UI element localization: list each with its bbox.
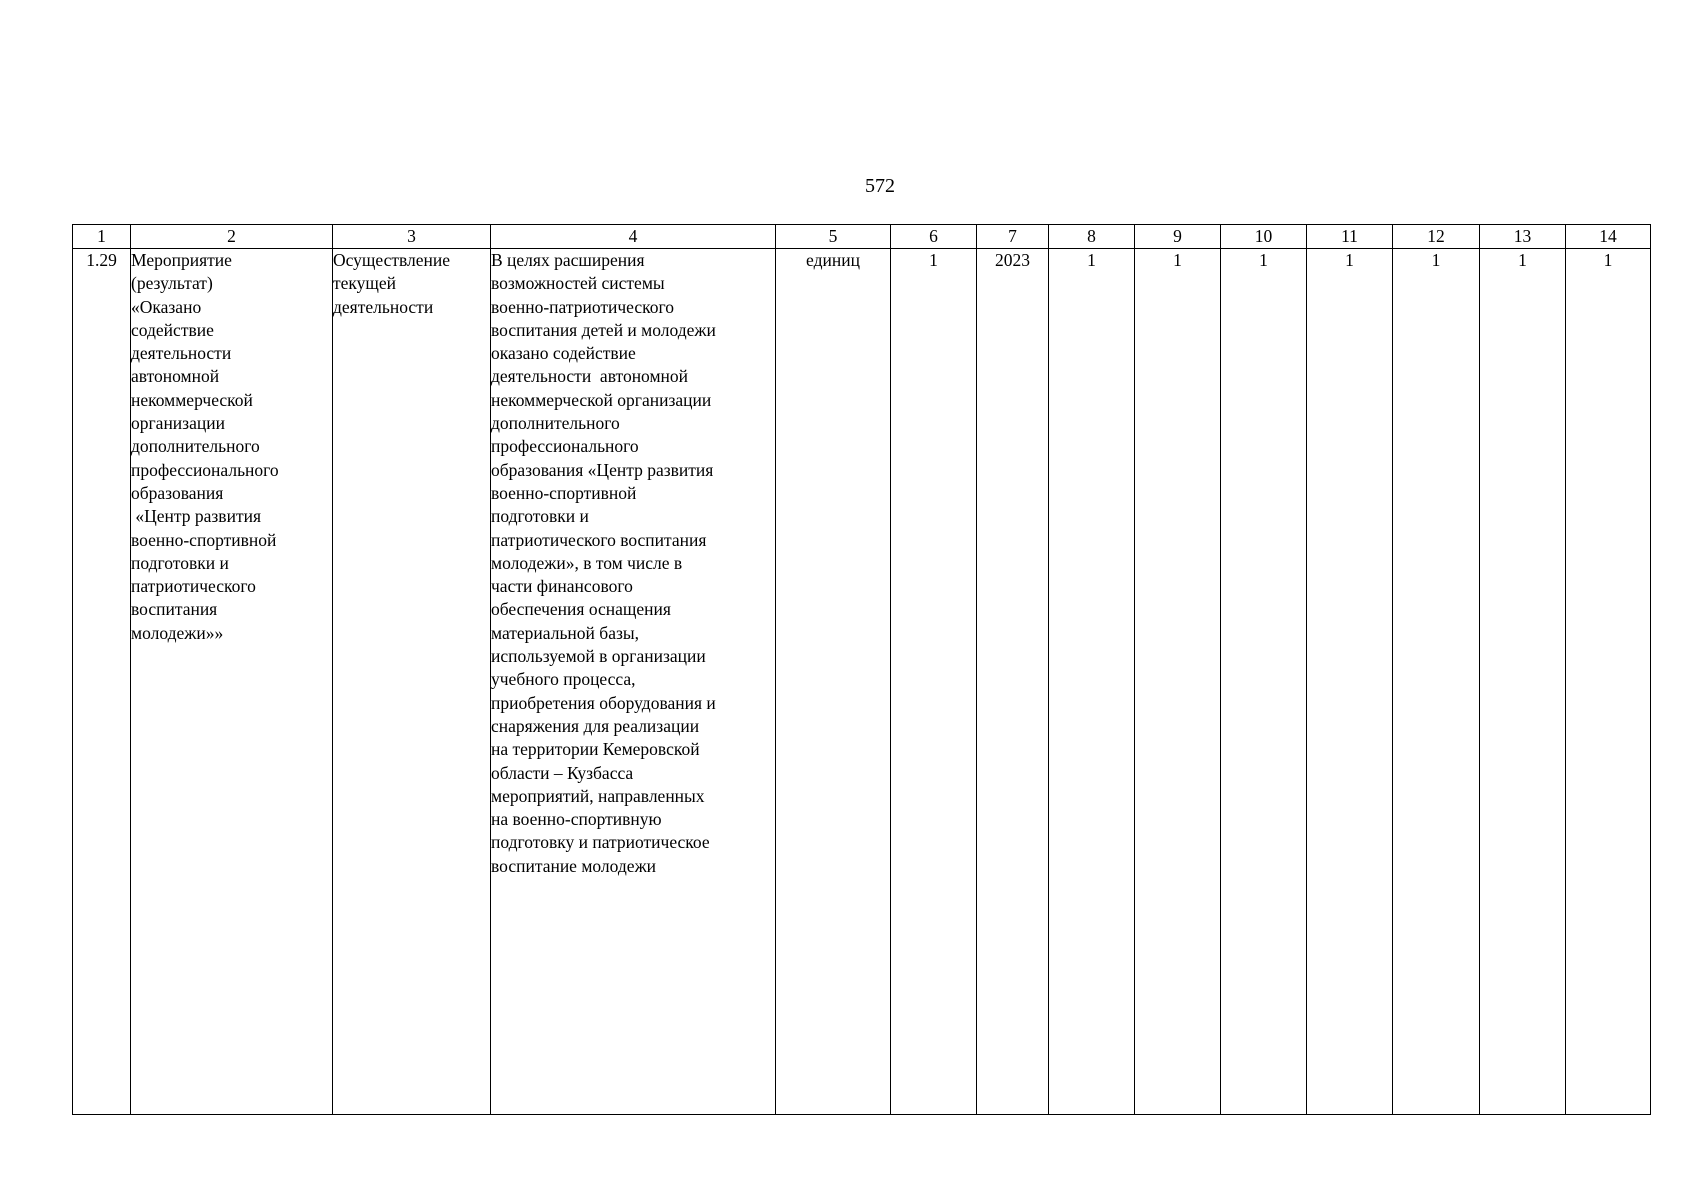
text-line: военно-спортивной [131,529,277,550]
text-line: на военно-спортивную [491,809,662,830]
text-line: молодежи», в том числе в [491,552,683,573]
header-row [73,225,1651,249]
text-line: части финансового [491,576,633,597]
text-line: воспитания детей и молодежи [491,319,716,340]
column-header-1: 1 [73,225,131,249]
text-line: (результат) [131,273,213,294]
column-header-14: 14 [1566,225,1651,249]
table-row [73,249,1651,1115]
column-header-5: 5 [776,225,891,249]
text-line: используемой в организации [491,646,706,667]
column-header-12: 12 [1393,225,1480,249]
base-year-cell: 2023 [977,249,1049,1115]
text-line: профессионального [491,436,639,457]
column-header-13: 13 [1480,225,1566,249]
text-line: некоммерческой организации [491,389,712,410]
text-line: некоммерческой [131,389,253,410]
text-line: патриотического [131,576,256,597]
text-line: профессионального [131,459,279,480]
event-cell [131,249,333,1115]
data-table [72,224,1651,1115]
event-text [131,249,332,645]
text-line: организации [131,413,225,434]
column-header-6: 6 [891,225,977,249]
text-line: воспитание молодежи [491,855,657,876]
text-line: молодежи»» [131,622,224,643]
value-cell-11: 1 [1307,249,1393,1115]
description-text [491,249,775,878]
text-line: возможностей системы [491,273,665,294]
unit-cell: единиц [776,249,891,1115]
text-line: дополнительного [131,436,260,457]
type-text [333,249,490,319]
value-cell-14: 1 [1566,249,1651,1115]
row-number-cell: 1.29 [73,249,131,1115]
value-cell-10: 1 [1221,249,1307,1115]
value-cell-13: 1 [1480,249,1566,1115]
value-cell-8: 1 [1049,249,1135,1115]
text-line: текущей [333,273,397,294]
text-line: подготовки и [131,552,229,573]
column-header-4: 4 [491,225,776,249]
text-line: патриотического воспитания [491,529,707,550]
text-line: Мероприятие [131,250,232,270]
description-cell [491,249,776,1115]
text-line: подготовки и [491,506,589,527]
text-line: деятельности автономной [491,366,689,387]
text-line: содействие [131,319,214,340]
text-line: образования «Центр развития [491,459,714,480]
text-line: военно-патриотического [491,296,674,317]
value-cell-9: 1 [1135,249,1221,1115]
text-line: автономной [131,366,220,387]
text-line: воспитания [131,599,218,620]
column-header-3: 3 [333,225,491,249]
text-line: учебного процесса, [491,669,636,690]
column-header-2: 2 [131,225,333,249]
text-line: снаряжения для реализации [491,715,700,736]
text-line: Осуществление [333,250,451,270]
text-line: «Центр развития [131,506,262,527]
text-line: оказано содействие [491,343,636,364]
text-line: «Оказано [131,296,202,317]
text-line: на территории Кемеровской [491,739,700,760]
type-cell [333,249,491,1115]
text-line: материальной базы, [491,622,640,643]
text-line: деятельности [333,296,434,317]
base-value-cell: 1 [891,249,977,1115]
column-header-8: 8 [1049,225,1135,249]
text-line: деятельности [131,343,232,364]
text-line: дополнительного [491,413,620,434]
page-number: 572 [865,175,895,197]
text-line: обеспечения оснащения [491,599,671,620]
column-header-9: 9 [1135,225,1221,249]
text-line: мероприятий, направленных [491,785,705,806]
text-line: приобретения оборудования и [491,692,716,713]
column-header-10: 10 [1221,225,1307,249]
column-header-11: 11 [1307,225,1393,249]
value-cell-12: 1 [1393,249,1480,1115]
text-line: области – Кузбасса [491,762,634,783]
text-line: образования [131,482,224,503]
text-line: подготовку и патриотическое [491,832,710,853]
text-line: В целях расширения [491,250,645,270]
text-line: военно-спортивной [491,482,637,503]
column-header-7: 7 [977,225,1049,249]
